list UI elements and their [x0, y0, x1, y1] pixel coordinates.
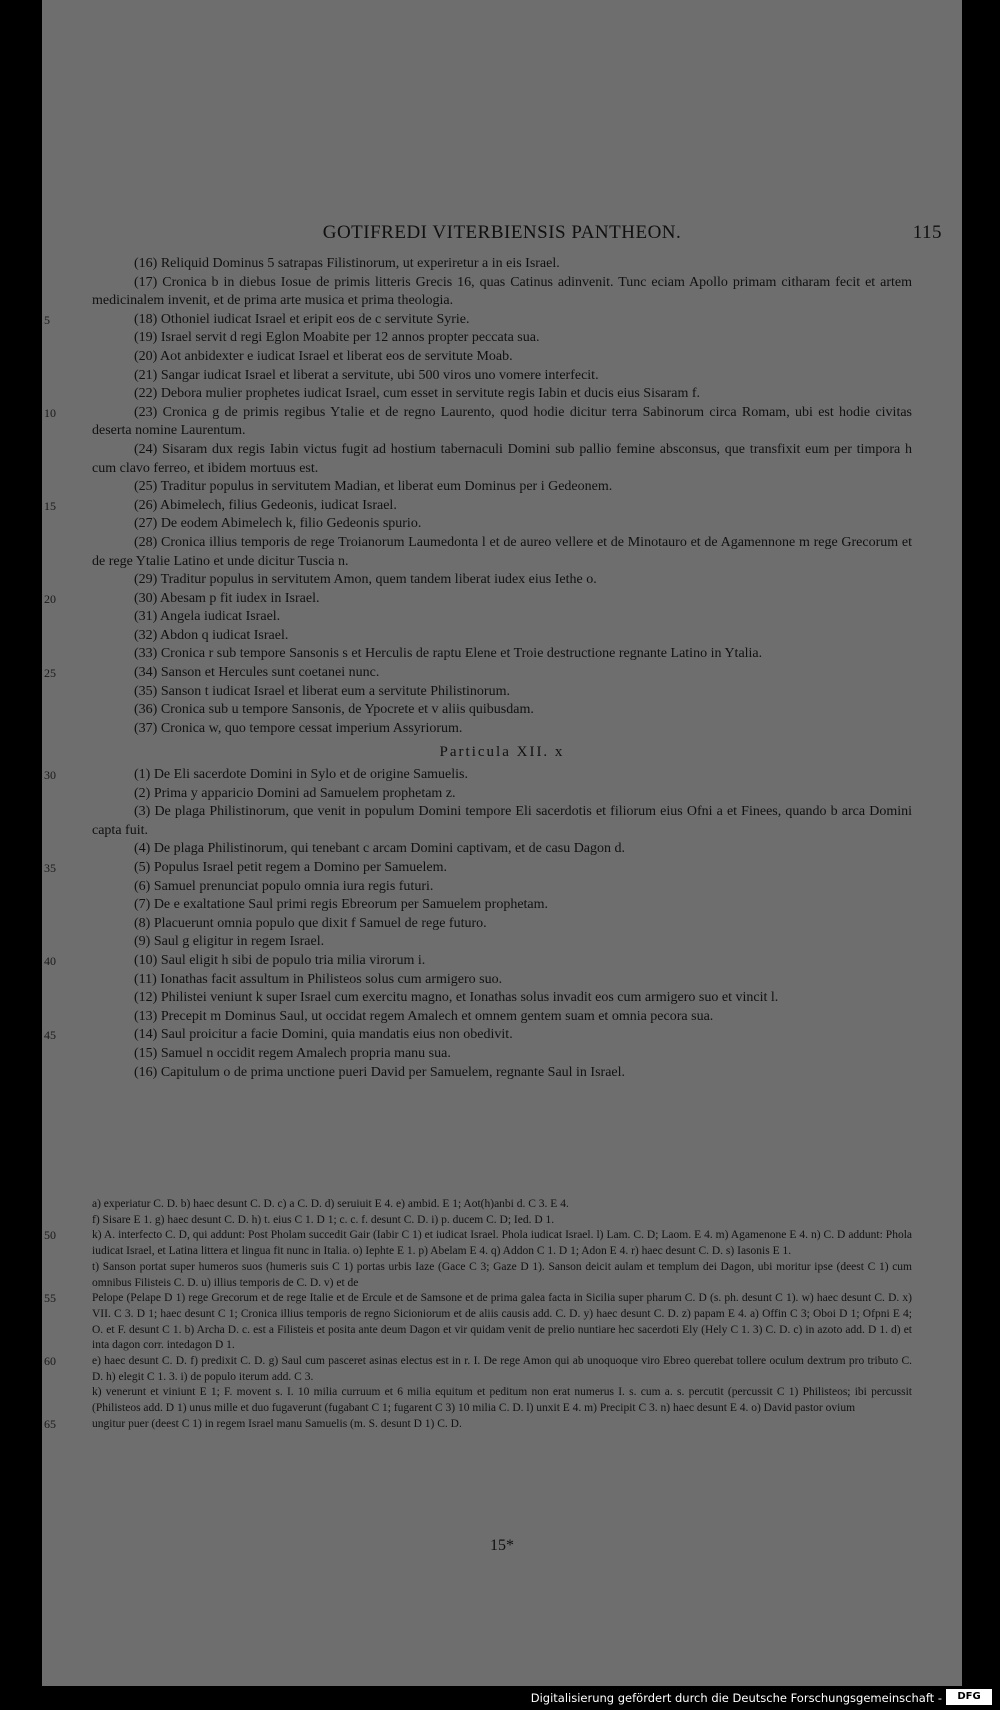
- footer-text: Digitalisierung gefördert durch die Deutsche Forschungsgemeinschaft -: [530, 1691, 942, 1705]
- paragraph-text: (22) Debora mulier prophetes iudicat Israel, cum esset in servitute regis Iabin et ducis eius Sisaram f.: [134, 386, 701, 402]
- text-paragraph: [92, 274, 912, 311]
- footnote-line: [44, 1291, 912, 1354]
- main-text: [44, 255, 912, 1082]
- line-number: 65: [44, 1416, 56, 1431]
- line-number: 25: [44, 666, 56, 681]
- text-paragraph: [92, 367, 912, 386]
- paragraph-text: (18) Othoniel iudicat Israel et eripit eos de c servitute Syrie.: [134, 311, 470, 327]
- section-heading: Particula XII. x: [439, 744, 565, 761]
- paragraph-text: (24) Sisaram dux regis Iabin victus fugit ad hostium tabernaculi Domini sub pallio femine absconsus, que transfixit eum per timpora h cum clavo ferreo, et ibidem mortuus est.: [92, 441, 912, 476]
- text-paragraph: [44, 1026, 912, 1045]
- paragraph-text: (5) Populus Israel petit regem a Domino per Samuelem.: [134, 860, 447, 875]
- paragraph-text: (27) De eodem Abimelech k, filio Gedeonis spurio.: [134, 516, 422, 532]
- text-paragraph: [44, 590, 912, 609]
- paragraph-text: k) A. interfecto C. D, qui addunt: Post Pholam succedit Gair (Iabir C 1) et iudicat Israel. Phola iudicat Israel. l) Lam. C. D; Laom. E 4. m) Agamenone E 4. n) C. D addunt: Phola iudicat Israel, et Latina littera et lingua fit nunc in Italia. o) Iephte E 1. p) Abelam E 4. q) Addon C 1. D 1; Adon E 4. r) haec desunt C. D. s) Iasonis E 1.: [92, 1229, 912, 1258]
- text-paragraph: [92, 896, 912, 915]
- paragraph-text: (34) Sanson et Hercules sunt coetanei nunc.: [134, 665, 380, 681]
- footnote-line: [92, 1213, 912, 1229]
- paragraph-text: (13) Precepit m Dominus Saul, ut occidat regem Amalech et omnem gentem suam et omnia pecora sua.: [134, 1008, 714, 1024]
- paragraph-text: (16) Reliquid Dominus 5 satrapas Filistinorum, ut experiretur a in eis Israel.: [134, 256, 560, 271]
- paragraph-text: (28) Cronica illius temporis de rege Troianorum Laumedonta l et de aureo vellere et de Minotauro et de Agamennone m rege Grecorum et de rege Ytalie Latino et unde dicitur Tuscia n.: [92, 534, 912, 569]
- paragraph-text: t) Sanson portat super humeros suos (humeris suis C 1) portas urbis Iaze (Gace C 3; Gaze D 1). Sanson deicit aulam et templum dei Dagon, ubi moritur ipse (deest C 1) cum omnibus Filisteis C. D. u) illius temporis de C. D. v) et de: [92, 1260, 912, 1289]
- paragraph-text: (17) Cronica b in diebus Iosue de primis litteris Grecis 16, quas Catinus adinvenit. Tunc eciam Apollo primam citharam fecit et artem medicinalem invenit, et de prima arte musica et prima theologia.: [92, 274, 912, 309]
- paragraph-text: (36) Cronica sub u tempore Sansonis, de Ypocrete et v aliis quibusdam.: [134, 702, 534, 718]
- text-paragraph: [44, 766, 912, 785]
- line-number: 15: [44, 498, 56, 513]
- text-paragraph: [92, 608, 912, 627]
- line-number: 30: [44, 768, 56, 783]
- text-paragraph: [92, 348, 912, 367]
- text-paragraph: [44, 311, 912, 330]
- line-number: 35: [44, 861, 56, 875]
- line-number: 50: [44, 1228, 56, 1243]
- paragraph-text: (1) De Eli sacerdote Domini in Sylo et de origine Samuelis.: [134, 767, 468, 783]
- text-paragraph: [92, 627, 912, 646]
- paragraph-text: (10) Saul eligit h sibi de populo tria milia virorum i.: [134, 952, 426, 968]
- text-paragraph: [92, 989, 912, 1008]
- text-paragraph: [92, 1064, 912, 1083]
- signature-mark: 15*: [490, 1537, 514, 1554]
- paragraph-text: (37) Cronica w, quo tempore cessat imperium Assyriorum.: [134, 720, 463, 736]
- paragraph-text: (11) Ionathas facit assultum in Philisteos solus cum armigero suo.: [134, 971, 503, 987]
- page-number: 115: [912, 222, 942, 243]
- scanned-page: [42, 0, 962, 1710]
- page-title: GOTIFREDI VITERBIENSIS PANTHEON.: [322, 222, 682, 243]
- paragraph-text: (31) Angela iudicat Israel.: [134, 609, 281, 625]
- paragraph-text: (33) Cronica r sub tempore Sansonis s et Herculis de raptu Elene et Troie destructione regnante Latino in Ytalia.: [134, 646, 763, 662]
- text-paragraph: [44, 497, 912, 516]
- text-paragraph: [92, 441, 912, 478]
- text-paragraph: [92, 1008, 912, 1027]
- footnote-line: [44, 1228, 912, 1259]
- text-paragraph: [92, 645, 912, 664]
- text-paragraph: [92, 878, 912, 897]
- paragraph-text: a) experiatur C. D. b) haec desunt C. D. c) a C. D. d) seruiuit E 4. e) ambid. E 1; Aot(h)anbi d. C 3. E 4.: [92, 1198, 569, 1210]
- paragraph-text: ungitur puer (deest C 1) in regem Israel manu Samuelis (m. S. desunt D 1) C. D.: [92, 1417, 462, 1430]
- line-number: 40: [44, 953, 56, 968]
- paragraph-text: e) haec desunt C. D. f) predixit C. D. g) Saul cum pasceret asinas electus est in r. I. De rege Amon qui ab unoquoque viro Ebreo querebat tollere oculum dextrum pro tributo C. D. h) elegit C 1. 3. i) de populo iterum add. C 3.: [92, 1355, 912, 1383]
- footnotes: [44, 1197, 912, 1433]
- footnote-line: [92, 1385, 912, 1416]
- text-paragraph: [92, 478, 912, 497]
- paragraph-text: k) venerunt et viniunt E 1; F. movent s. I. 10 milia curruum et 6 milia equitum et peditum non erat numerus I. s. cum a. s. percutit (percussit C 1) Philisteos; ibi percussit (Philisteos add. D 1) unus mille et duo fugaverunt (fugabant C 1; fugarent C 3) 10 milia C. D. l) unxit E 4. m) Precipit C 3. n) haec desunt E 4. o) David pastor ovium: [92, 1386, 912, 1415]
- paragraph-text: (19) Israel servit d regi Eglon Moabite per 12 annos propter peccata sua.: [134, 330, 540, 346]
- paragraph-text: (15) Samuel n occidit regem Amalech propria manu sua.: [134, 1045, 451, 1061]
- text-paragraph: [92, 385, 912, 404]
- running-header: [42, 218, 962, 248]
- paragraph-text: (16) Capitulum o de prima unctione pueri David per Samuelem, regnante Saul in Israel.: [134, 1064, 626, 1080]
- line-number: 10: [44, 405, 56, 420]
- paragraph-text: (8) Placuerunt omnia populo que dixit f Samuel de rege futuro.: [134, 915, 487, 931]
- text-paragraph: [92, 683, 912, 702]
- paragraph-text: Pelope (Pelape D 1) rege Grecorum et de rege Italie et de Ercule et de Samsone et de prima galea facta in Sicilia super pharum C. D (s. ph. desunt C 1). w) haec desunt C. D. x) VII. C 3. D 1; haec desunt C 1; Cronica illius temporis de regno Sicioniorum et de aliis causis add. C. D. y) haec desunt C. D. z) papam E 4. a) Offin C 3; Oboi D 1; Ofpni E 4; O. et F. desunt C 1. b) Archa D. c. est a Filisteis et posita ante deum Dagon et vir quidam venit de prelio nuntiare hec sacerdoti Ely (Hely C 1. 3) C. D. c) in azoto add. D 1. d) et inta dagon corr. intedagon D 1.: [92, 1292, 912, 1352]
- text-paragraph: [92, 840, 912, 859]
- line-number: 55: [44, 1291, 56, 1306]
- footnote-line: [44, 1354, 912, 1385]
- footnote-line: [44, 1416, 912, 1433]
- paragraph-text: (20) Aot anbidexter e iudicat Israel et liberat eos de servitute Moab.: [134, 348, 513, 364]
- paragraph-text: (32) Abdon q iudicat Israel.: [134, 627, 289, 643]
- paragraph-text: (14) Saul proicitur a facie Domini, quia mandatis eius non obedivit.: [134, 1027, 513, 1043]
- paragraph-text: (3) De plaga Philistinorum, que venit in populum Domini tempore Eli sacerdotis et filiorum eius Ofni a et Finees, quando b arca Domini capta fuit.: [92, 804, 912, 838]
- paragraph-text: (2) Prima y apparicio Domini ad Samuelem prophetam z.: [134, 785, 456, 801]
- paragraph-text: (29) Traditur populus in servitutem Amon, quem tandem liberat iudex eius Iethe o.: [134, 572, 597, 588]
- paragraph-text: (6) Samuel prenunciat populo omnia iura regis futuri.: [134, 878, 434, 894]
- footnote-line: [92, 1260, 912, 1291]
- paragraph-text: (4) De plaga Philistinorum, qui tenebant c arcam Domini captivam, et de casu Dagon d.: [134, 841, 626, 857]
- text-paragraph: [92, 515, 912, 534]
- paragraph-text: (30) Abesam p fit iudex in Israel.: [134, 590, 320, 606]
- footnote-line: [92, 1197, 912, 1213]
- text-paragraph: [44, 859, 912, 878]
- line-number: 5: [44, 312, 50, 327]
- text-paragraph: [44, 664, 912, 683]
- paragraph-text: (25) Traditur populus in servitutem Madian, et liberat eum Dominus per i Gedeonem.: [134, 479, 613, 495]
- dfg-logo: DFG: [946, 1689, 992, 1705]
- text-paragraph: [92, 255, 912, 274]
- text-paragraph: [92, 933, 912, 952]
- text-paragraph: [44, 952, 912, 971]
- paragraph-text: (9) Saul g eligitur in regem Israel.: [134, 934, 325, 950]
- text-paragraph: [92, 571, 912, 590]
- footer-bar: [0, 1686, 1000, 1710]
- paragraph-text: (7) De e exaltatione Saul primi regis Ebreorum per Samuelem prophetam.: [134, 897, 549, 913]
- text-paragraph: [92, 329, 912, 348]
- line-number: 20: [44, 591, 56, 606]
- text-paragraph: [92, 1045, 912, 1064]
- paragraph-text: (35) Sanson t iudicat Israel et liberat eum a servitute Philistinorum.: [134, 683, 510, 699]
- text-paragraph: [92, 785, 912, 804]
- paragraph-text: (12) Philistei veniunt k super Israel cum exercitu magno, et Ionathas solus invadit eos cum armigero suo et vincit l.: [134, 990, 779, 1006]
- text-paragraph: [92, 701, 912, 720]
- paragraph-text: (26) Abimelech, filius Gedeonis, iudicat Israel.: [134, 497, 397, 513]
- text-paragraph: [92, 720, 912, 739]
- line-number: 60: [44, 1354, 56, 1369]
- text-paragraph: [92, 803, 912, 840]
- text-paragraph: [92, 534, 912, 571]
- text-paragraph: [44, 404, 912, 441]
- text-paragraph: [92, 971, 912, 990]
- text-paragraph: [92, 915, 912, 934]
- paragraph-text: (21) Sangar iudicat Israel et liberat a servitute, ubi 500 viros uno vomere interfecit.: [134, 367, 599, 383]
- paragraph-text: f) Sisare E 1. g) haec desunt C. D. h) t. eius C 1. D 1; c. c. f. desunt C. D. i) p. ducem C. D; Ied. D 1.: [92, 1213, 555, 1226]
- paragraph-text: (23) Cronica g de primis regibus Ytalie et de regno Laurento, quod hodie dicitur terra Sabinorum circa Romam, ubi est hodie civitas deserta nomine Laurentum.: [92, 404, 912, 439]
- line-number: 45: [44, 1028, 56, 1043]
